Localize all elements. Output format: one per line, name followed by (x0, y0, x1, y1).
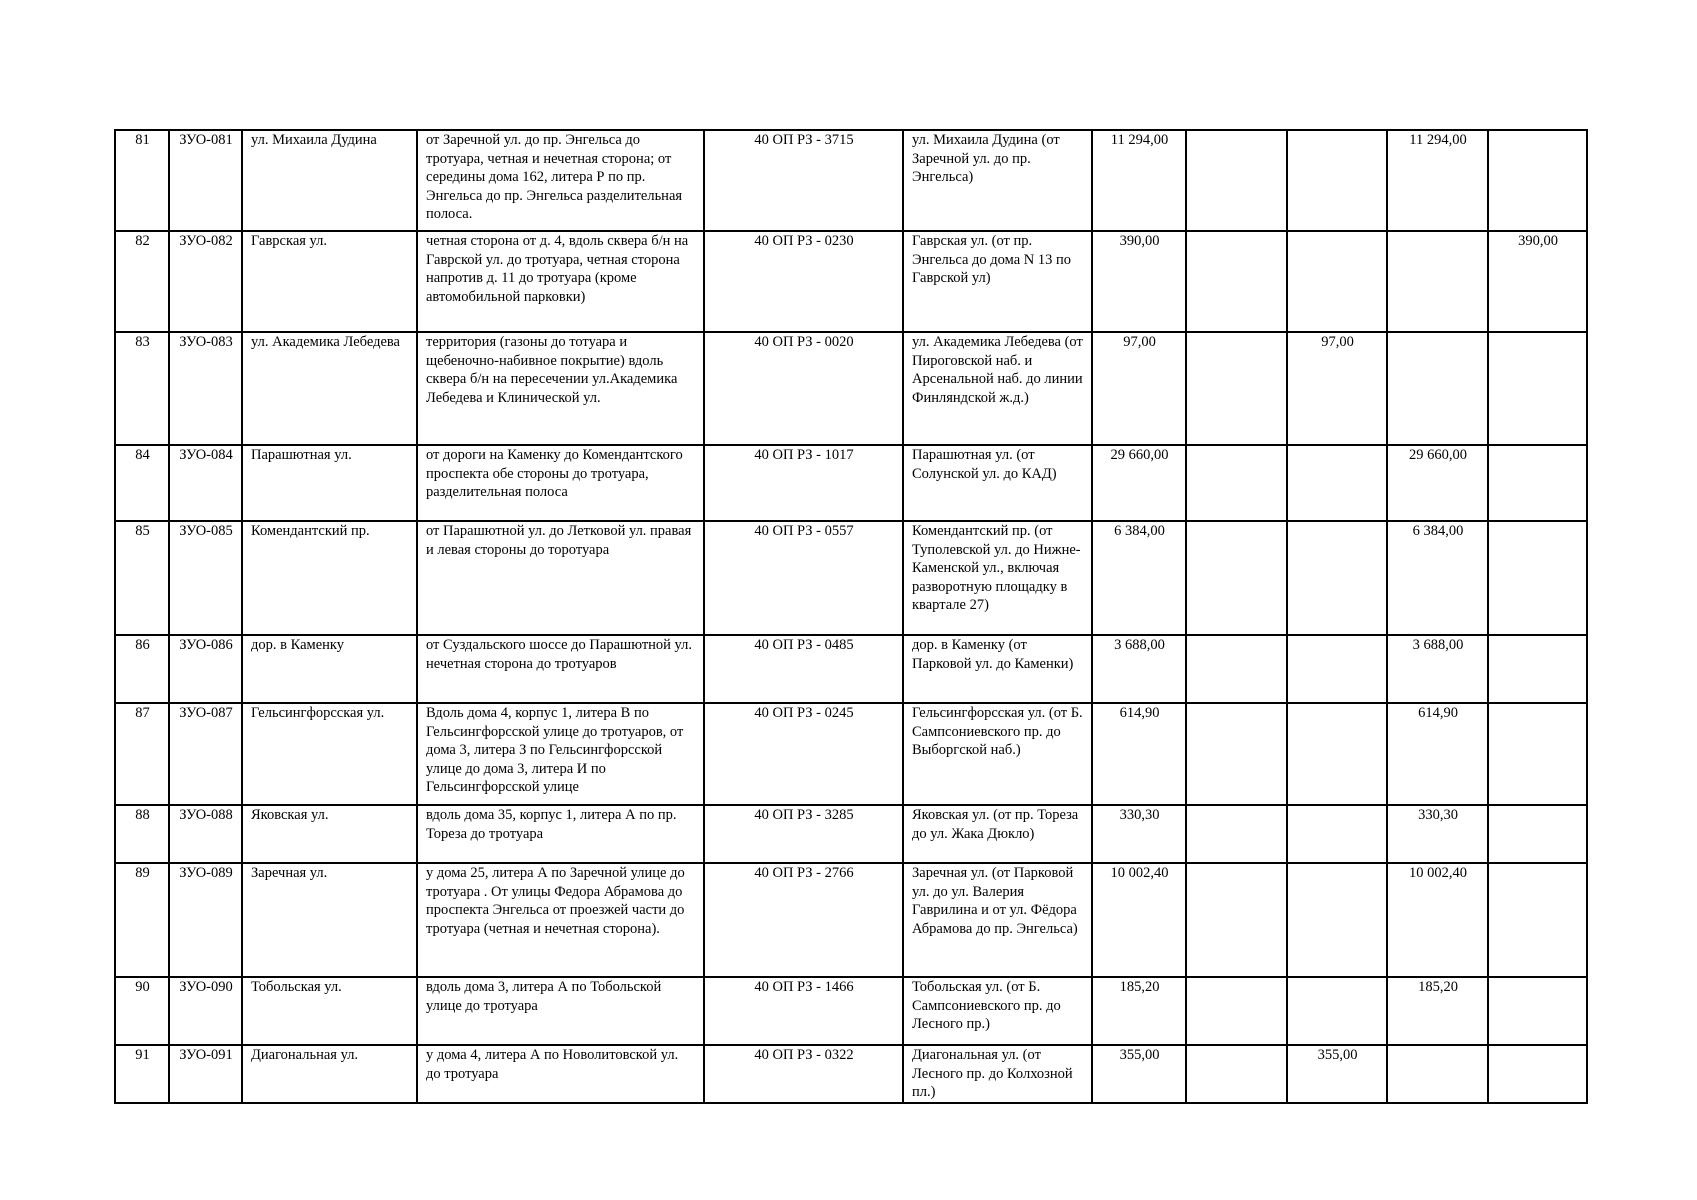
area-column-3-cell: 3 688,00 (1387, 635, 1488, 703)
street-name-cell: Парашютная ул. (242, 445, 417, 521)
area-column-4-cell (1488, 521, 1587, 635)
road-name-cell: Яковская ул. (от пр. Тореза до ул. Жака Дюкло) (903, 805, 1092, 863)
table-row (115, 863, 1587, 977)
road-id-cell: 40 ОП РЗ - 3285 (704, 805, 903, 863)
area-column-2-cell (1287, 635, 1387, 703)
road-id-cell: 40 ОП РЗ - 0245 (704, 703, 903, 805)
area-column-2-cell (1287, 521, 1387, 635)
area-total-cell: 3 688,00 (1092, 635, 1186, 703)
street-name-cell: дор. в Каменку (242, 635, 417, 703)
row-number-cell: 86 (115, 635, 169, 703)
area-description-cell: Вдоль дома 4, корпус 1, литера В по Гельсингфорсской улице до тротуаров, от дома 3, литера З по Гельсингфорсской улице до дома 3, литера И по Гельсингфорсской улице (417, 703, 704, 805)
row-number-cell: 81 (115, 130, 169, 231)
road-id-cell: 40 ОП РЗ - 3715 (704, 130, 903, 231)
table-row (115, 445, 1587, 521)
registry-table (114, 129, 1588, 1104)
area-column-1-cell (1186, 703, 1287, 805)
area-column-1-cell (1186, 1045, 1287, 1103)
area-description-cell: у дома 4, литера А по Новолитовской ул. до тротуара (417, 1045, 704, 1103)
zone-code-cell: ЗУО-087 (169, 703, 242, 805)
area-column-2-cell: 97,00 (1287, 332, 1387, 445)
zone-code-cell: ЗУО-084 (169, 445, 242, 521)
row-number-cell: 85 (115, 521, 169, 635)
street-name-cell: Яковская ул. (242, 805, 417, 863)
table-row (115, 231, 1587, 332)
row-number-cell: 88 (115, 805, 169, 863)
road-name-cell: ул. Академика Лебедева (от Пироговской наб. и Арсенальной наб. до линии Финляндской ж.д.) (903, 332, 1092, 445)
area-column-4-cell (1488, 1045, 1587, 1103)
area-column-1-cell (1186, 130, 1287, 231)
row-number-cell: 90 (115, 977, 169, 1045)
area-column-3-cell (1387, 332, 1488, 445)
zone-code-cell: ЗУО-088 (169, 805, 242, 863)
area-description-cell: от дороги на Каменку до Комендантского проспекта обе стороны до тротуара, разделительная полоса (417, 445, 704, 521)
area-column-3-cell (1387, 1045, 1488, 1103)
zone-code-cell: ЗУО-089 (169, 863, 242, 977)
table-row (115, 703, 1587, 805)
area-column-4-cell (1488, 332, 1587, 445)
area-total-cell: 97,00 (1092, 332, 1186, 445)
row-number-cell: 89 (115, 863, 169, 977)
area-column-4-cell: 390,00 (1488, 231, 1587, 332)
area-column-4-cell (1488, 635, 1587, 703)
road-name-cell: Диагональная ул. (от Лесного пр. до Колхозной пл.) (903, 1045, 1092, 1103)
area-description-cell: от Парашютной ул. до Летковой ул. правая и левая стороны до торотуара (417, 521, 704, 635)
street-name-cell: Диагональная ул. (242, 1045, 417, 1103)
road-id-cell: 40 ОП РЗ - 1017 (704, 445, 903, 521)
zone-code-cell: ЗУО-082 (169, 231, 242, 332)
area-column-1-cell (1186, 445, 1287, 521)
area-total-cell: 10 002,40 (1092, 863, 1186, 977)
row-number-cell: 84 (115, 445, 169, 521)
area-column-2-cell (1287, 977, 1387, 1045)
area-column-3-cell: 330,30 (1387, 805, 1488, 863)
road-id-cell: 40 ОП РЗ - 0230 (704, 231, 903, 332)
area-description-cell: вдоль дома 3, литера А по Тобольской улице до тротуара (417, 977, 704, 1045)
area-column-2-cell (1287, 805, 1387, 863)
street-name-cell: Комендантский пр. (242, 521, 417, 635)
table-row (115, 332, 1587, 445)
road-name-cell: Комендантский пр. (от Туполевской ул. до Нижне-Каменской ул., включая разворотную площадку в квартале 27) (903, 521, 1092, 635)
area-column-1-cell (1186, 805, 1287, 863)
area-column-1-cell (1186, 231, 1287, 332)
area-description-cell: четная сторона от д. 4, вдоль сквера б/н на Гаврской ул. до тротуара, четная сторона напротив д. 11 до тротуара (кроме автомобильной парковки) (417, 231, 704, 332)
row-number-cell: 83 (115, 332, 169, 445)
area-column-3-cell: 614,90 (1387, 703, 1488, 805)
area-column-2-cell: 355,00 (1287, 1045, 1387, 1103)
table-row (115, 635, 1587, 703)
area-column-1-cell (1186, 521, 1287, 635)
area-description-cell: у дома 25, литера А по Заречной улице до тротуара . От улицы Федора Абрамова до проспекта Энгельса от проезжей части до тротуара (четная и нечетная сторона). (417, 863, 704, 977)
road-id-cell: 40 ОП РЗ - 2766 (704, 863, 903, 977)
area-column-4-cell (1488, 130, 1587, 231)
row-number-cell: 87 (115, 703, 169, 805)
area-column-2-cell (1287, 863, 1387, 977)
area-column-2-cell (1287, 130, 1387, 231)
road-name-cell: ул. Михаила Дудина (от Заречной ул. до пр. Энгельса) (903, 130, 1092, 231)
area-column-4-cell (1488, 445, 1587, 521)
area-total-cell: 6 384,00 (1092, 521, 1186, 635)
zone-code-cell: ЗУО-086 (169, 635, 242, 703)
table-row (115, 130, 1587, 231)
area-column-4-cell (1488, 977, 1587, 1045)
area-description-cell: от Суздальского шоссе до Парашютной ул. нечетная сторона до тротуаров (417, 635, 704, 703)
table-row (115, 521, 1587, 635)
area-column-4-cell (1488, 863, 1587, 977)
street-name-cell: ул. Академика Лебедева (242, 332, 417, 445)
road-name-cell: Гаврская ул. (от пр. Энгельса до дома N 13 по Гаврской ул) (903, 231, 1092, 332)
area-total-cell: 355,00 (1092, 1045, 1186, 1103)
area-column-3-cell: 10 002,40 (1387, 863, 1488, 977)
street-name-cell: Заречная ул. (242, 863, 417, 977)
road-id-cell: 40 ОП РЗ - 0485 (704, 635, 903, 703)
area-column-1-cell (1186, 332, 1287, 445)
area-total-cell: 390,00 (1092, 231, 1186, 332)
area-column-3-cell: 11 294,00 (1387, 130, 1488, 231)
area-column-2-cell (1287, 231, 1387, 332)
road-id-cell: 40 ОП РЗ - 0322 (704, 1045, 903, 1103)
table-row (115, 1045, 1587, 1103)
road-name-cell: Гельсингфорсская ул. (от Б. Сампсониевского пр. до Выборгской наб.) (903, 703, 1092, 805)
road-id-cell: 40 ОП РЗ - 0020 (704, 332, 903, 445)
area-total-cell: 330,30 (1092, 805, 1186, 863)
road-name-cell: Тобольская ул. (от Б. Сампсониевского пр. до Лесного пр.) (903, 977, 1092, 1045)
area-column-1-cell (1186, 977, 1287, 1045)
road-id-cell: 40 ОП РЗ - 0557 (704, 521, 903, 635)
road-name-cell: Парашютная ул. (от Солунской ул. до КАД) (903, 445, 1092, 521)
area-total-cell: 614,90 (1092, 703, 1186, 805)
area-description-cell: от Заречной ул. до пр. Энгельса до тротуара, четная и нечетная сторона; от середины дома 162, литера Р по пр. Энгельса до пр. Энгельса разделительная полоса. (417, 130, 704, 231)
table-row (115, 805, 1587, 863)
zone-code-cell: ЗУО-090 (169, 977, 242, 1045)
row-number-cell: 82 (115, 231, 169, 332)
area-column-3-cell: 185,20 (1387, 977, 1488, 1045)
area-description-cell: вдоль дома 35, корпус 1, литера А по пр. Тореза до тротуара (417, 805, 704, 863)
zone-code-cell: ЗУО-085 (169, 521, 242, 635)
street-name-cell: Гаврская ул. (242, 231, 417, 332)
zone-code-cell: ЗУО-083 (169, 332, 242, 445)
area-column-2-cell (1287, 445, 1387, 521)
area-column-1-cell (1186, 635, 1287, 703)
zone-code-cell: ЗУО-091 (169, 1045, 242, 1103)
area-column-4-cell (1488, 703, 1587, 805)
area-column-3-cell (1387, 231, 1488, 332)
zone-code-cell: ЗУО-081 (169, 130, 242, 231)
area-column-2-cell (1287, 703, 1387, 805)
road-id-cell: 40 ОП РЗ - 1466 (704, 977, 903, 1045)
street-name-cell: Тобольская ул. (242, 977, 417, 1045)
area-total-cell: 185,20 (1092, 977, 1186, 1045)
area-total-cell: 11 294,00 (1092, 130, 1186, 231)
street-name-cell: ул. Михаила Дудина (242, 130, 417, 231)
area-description-cell: территория (газоны до тотуара и щебеночно-набивное покрытие) вдоль сквера б/н на пересечении ул.Академика Лебедева и Клинической ул. (417, 332, 704, 445)
area-column-1-cell (1186, 863, 1287, 977)
area-column-3-cell: 6 384,00 (1387, 521, 1488, 635)
row-number-cell: 91 (115, 1045, 169, 1103)
road-name-cell: дор. в Каменку (от Парковой ул. до Каменки) (903, 635, 1092, 703)
table-row (115, 977, 1587, 1045)
table-body (115, 130, 1587, 1103)
road-name-cell: Заречная ул. (от Парковой ул. до ул. Валерия Гаврилина и от ул. Фёдора Абрамова до пр. Энгельса) (903, 863, 1092, 977)
area-total-cell: 29 660,00 (1092, 445, 1186, 521)
area-column-3-cell: 29 660,00 (1387, 445, 1488, 521)
street-name-cell: Гельсингфорсская ул. (242, 703, 417, 805)
area-column-4-cell (1488, 805, 1587, 863)
